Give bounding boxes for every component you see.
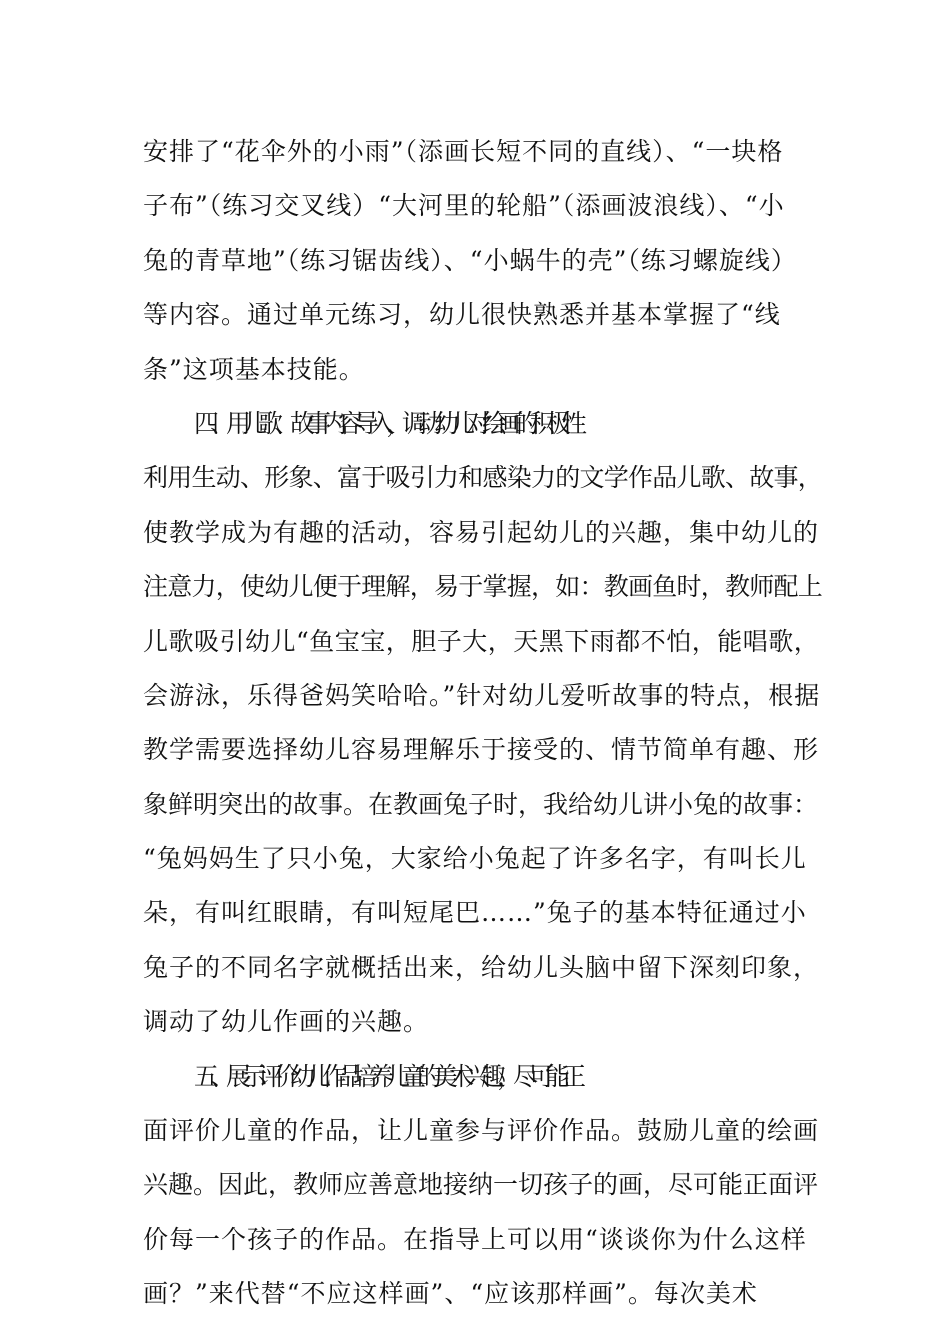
text-line: 象鲜明突出的故事。在教画兔子时，我给幼儿讲小兔的故事： [143,789,819,819]
text-line: 教学需要选择幼儿容易理解乐于接受的、情节简单有趣、形 [143,735,820,765]
text-line: 利用生动、形象、富于吸引力和感染力的文学作品儿歌、故事， [143,463,823,493]
text-line: 画？”来代替“不应这样画”、“应该那样画”。每次美术 [143,1279,758,1309]
text-line: 兴趣。因此，教师应善意地接纳一切孩子的画，尽可能正面评 [143,1170,819,1200]
text-line: 条”这项基本技能。 [143,354,365,384]
text-line: 使教学成为有趣的活动，容易引起幼儿的兴趣，集中幼儿的 [143,517,820,547]
text-line: 兔的青草地”（练习锯齿线）、“小蜗牛的壳”（练习螺旋线） [143,245,797,275]
text-line: 子布”（练习交叉线）“大河里的轮船”（添画波浪线）、“小 [143,191,785,221]
text-line: 价每一个孩子的作品。在指导上可以用“谈谈你为什么这样 [143,1224,807,1254]
text-line: 儿歌吸引幼儿“鱼宝宝，胆子大，天黑下雨都不怕，能唱歌， [143,626,820,656]
text-line: 等内容。通过单元练习，幼儿很快熟悉并基本掌握了“线 [143,300,781,330]
text-line: “兔妈妈生了只小兔，大家给小兔起了许多名字，有叫长儿 [143,844,807,874]
text-line: 安排了“花伞外的小雨”（添画长短不同的直线）、“一块格 [143,137,784,166]
text-line: 兔子的不同名字就概括出来，给幼儿头脑中留下深刻印象， [143,952,820,982]
paragraph-first-line: 五、展示评价幼儿作品 培养儿童的美术兴趣，尽可能正 [194,1061,577,1091]
paragraph-first-line: 四、用儿歌、故事内容导入，调动幼儿对绘画的积极性 [194,408,579,438]
body-text [143,125,823,1322]
text-line: 朵，有叫红眼睛，有叫短尾巴……”兔子的基本特征通过小 [143,898,807,928]
text-line: 会游泳，乐得爸妈笑哈哈。”针对幼儿爱听故事的特点，根据 [143,680,821,710]
text-line: 调动了幼儿作画的兴趣。 [143,1007,430,1037]
text-line: 面评价儿童的作品，让儿童参与评价作品。鼓励儿童的绘画 [143,1116,820,1146]
text-line: 注意力，使幼儿便于理解，易于掌握，如：教画鱼时，教师配上 [143,572,823,602]
